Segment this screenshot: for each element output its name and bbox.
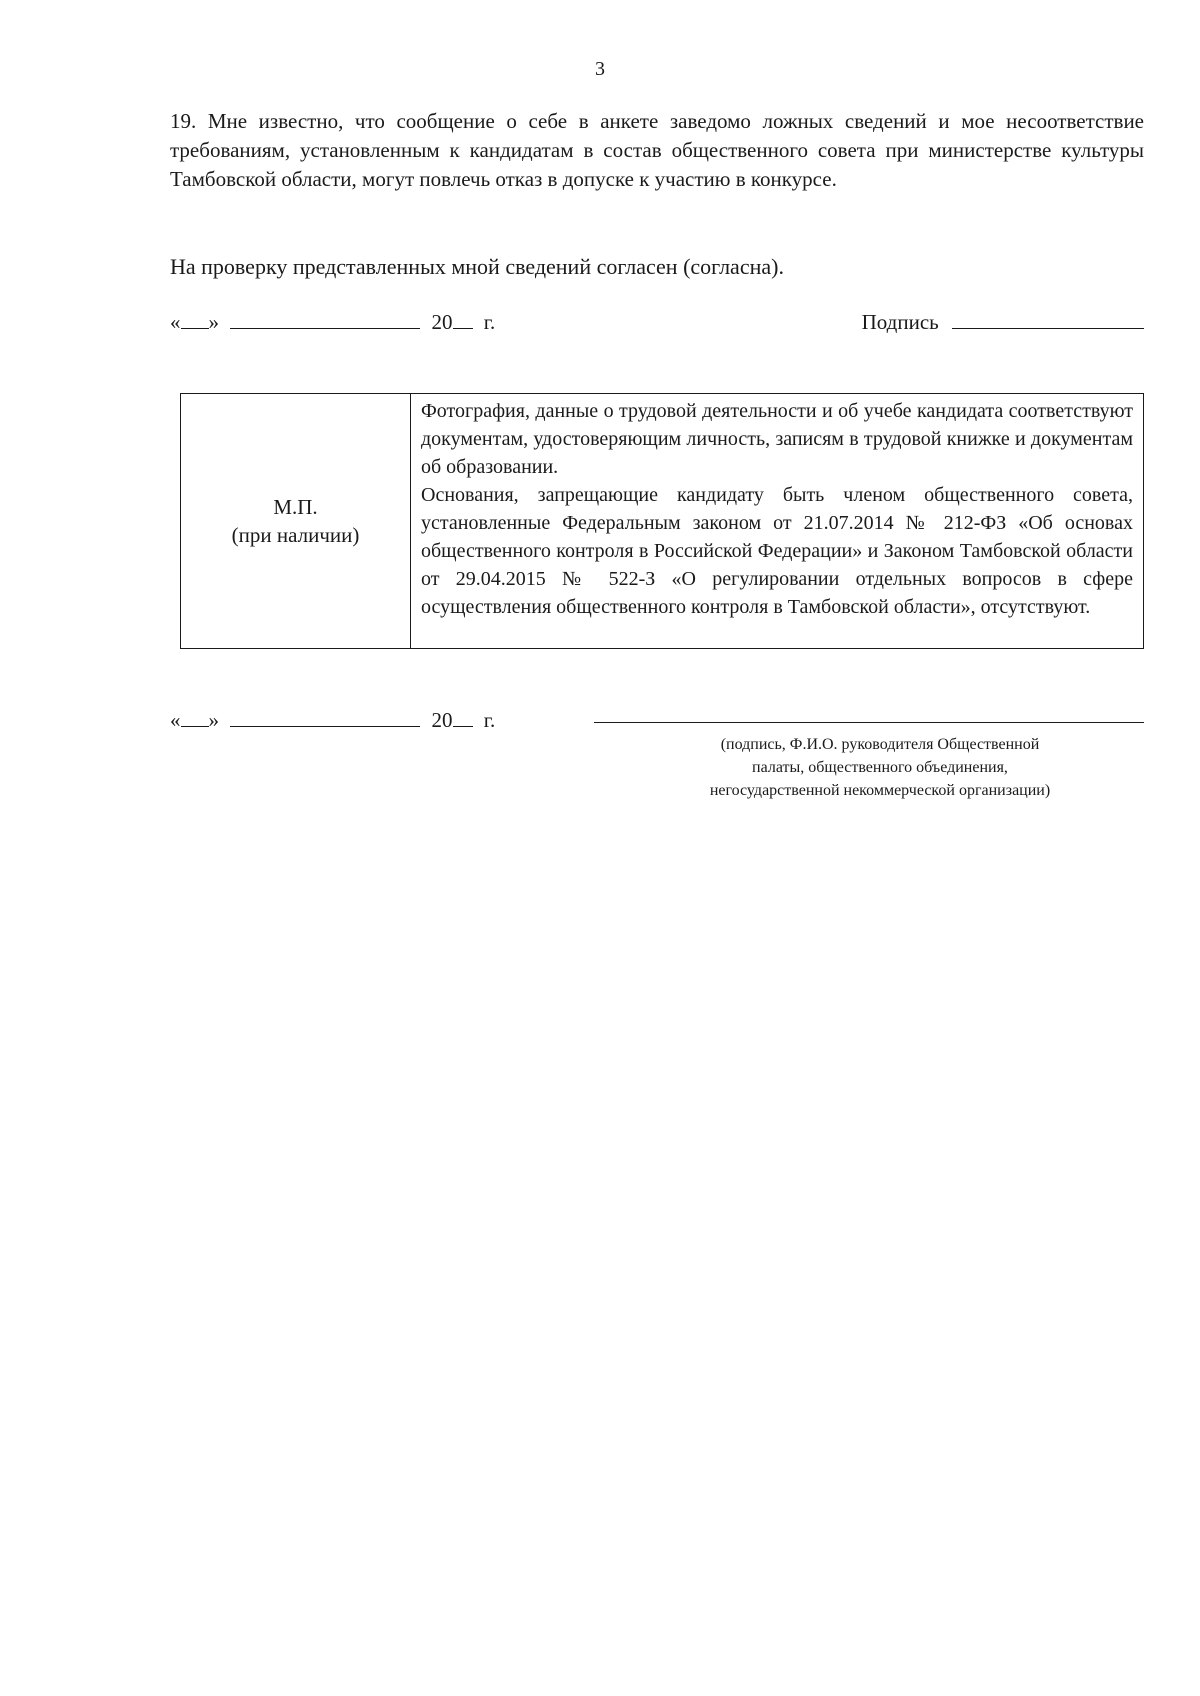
page-number: 3 <box>595 58 605 80</box>
day-blank <box>181 708 209 727</box>
consent-statement: На проверку представленных мной сведений согласен (согласна). <box>170 254 784 279</box>
caption-line-3: негосударственной некоммерческой организации) <box>709 782 1051 799</box>
month-blank <box>230 310 420 329</box>
stamp-cell <box>181 394 411 648</box>
clause-19-text: 19. Мне известно, что сообщение о себе в анкете заведомо ложных сведений и мое несоответствие требованиям, установленным к кандидатам в состав общественного совета при министерстве культуры Тамбовской области, могут повлечь отказ в допуске к участию в конкурсе. <box>170 109 1144 191</box>
signature-blank <box>952 310 1144 329</box>
verification-paragraph-1: Фотография, данные о трудовой деятельности и об учебе кандидата соответствуют документам, удостоверяющим личность, записям в трудовой книжке и документам об образовании. <box>421 400 1133 478</box>
caption-line-1: (подпись, Ф.И.О. руководителя Общественной <box>720 736 1040 753</box>
day-blank <box>181 310 209 329</box>
verification-paragraph-2: Основания, запрещающие кандидату быть членом общественного совета, установленные Федеральным законом от 21.07.2014 № 212-ФЗ «Об основах общественного контроля в Российской Федерации» и Законом Тамбовской области от 29.04.2015 № 522-З «О регулировании отдельных вопросов в сфере осуществления общественного контроля в Тамбовской области», отсутствуют. <box>421 484 1133 618</box>
signature-label: Подпись <box>861 310 939 334</box>
year-prefix: 20 <box>431 708 453 732</box>
head-signature-blank <box>594 722 1144 723</box>
date-open-quote: « <box>170 708 181 732</box>
year-blank <box>453 310 473 329</box>
applicant-signature-row <box>862 310 1144 335</box>
date-close-quote: » <box>208 708 219 732</box>
year-blank <box>453 708 473 727</box>
verification-table <box>180 393 1144 649</box>
head-date-line <box>170 708 495 733</box>
date-open-quote: « <box>170 310 181 334</box>
stamp-label: М.П. <box>273 495 318 519</box>
year-suffix: г. <box>483 310 496 334</box>
stamp-note: (при наличии) <box>231 523 360 547</box>
applicant-date-line <box>170 310 495 335</box>
year-suffix: г. <box>483 708 496 732</box>
head-signature-caption <box>600 733 1160 802</box>
date-close-quote: » <box>208 310 219 334</box>
caption-line-2: палаты, общественного объединения, <box>752 759 1008 776</box>
month-blank <box>230 708 420 727</box>
year-prefix: 20 <box>431 310 453 334</box>
verification-text-cell <box>411 394 1143 648</box>
